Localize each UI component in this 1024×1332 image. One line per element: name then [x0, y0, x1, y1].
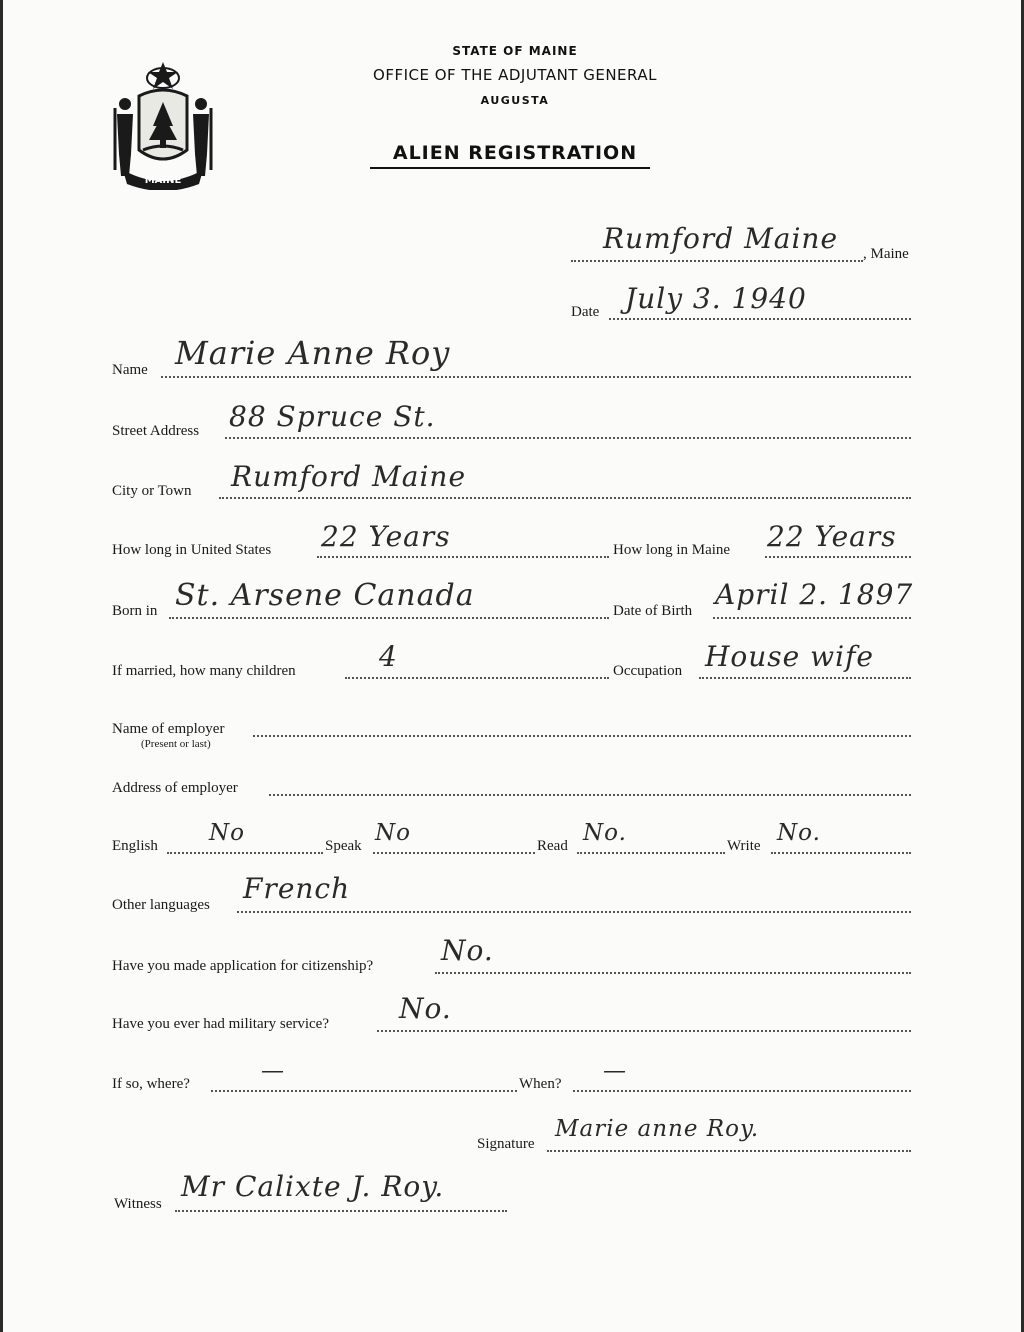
- state-heading: STATE OF MAINE: [452, 44, 578, 58]
- signature-line: [547, 1150, 911, 1152]
- read-label: Read: [537, 838, 568, 854]
- maine-years-entry: 22 Years: [767, 520, 897, 553]
- dob-entry: April 2. 1897: [715, 578, 914, 611]
- speak-entry: No: [375, 820, 411, 846]
- when-line: [573, 1090, 911, 1092]
- occupation-entry: House wife: [705, 640, 875, 673]
- speak-line: [373, 852, 535, 854]
- city-entry: Rumford Maine: [231, 460, 467, 493]
- name-entry: Marie Anne Roy: [175, 334, 451, 372]
- us-years-entry: 22 Years: [321, 520, 451, 553]
- city-label: City or Town: [112, 483, 192, 499]
- other-languages-entry: French: [243, 872, 351, 905]
- title-underline: [370, 167, 650, 169]
- employer-sublabel: (Present or last): [141, 738, 211, 750]
- english-line: [167, 852, 323, 854]
- other-languages-line: [237, 911, 911, 913]
- street-entry: 88 Spruce St.: [229, 400, 436, 433]
- form-title: ALIEN REGISTRATION: [392, 142, 638, 164]
- where-entry: —: [261, 1058, 285, 1084]
- military-line: [377, 1030, 911, 1032]
- street-line: [225, 437, 911, 439]
- place-entry: Rumford Maine: [603, 222, 839, 255]
- employer-line: [253, 735, 911, 737]
- signature-label: Signature: [477, 1136, 535, 1152]
- read-line: [577, 852, 725, 854]
- employer-address-line: [269, 794, 911, 796]
- city-line: [219, 497, 911, 499]
- dob-label: Date of Birth: [613, 603, 693, 619]
- children-line: [345, 677, 609, 679]
- office-heading: OFFICE OF THE ADJUTANT GENERAL: [373, 66, 657, 84]
- name-line: [161, 376, 911, 378]
- english-entry: No: [209, 820, 245, 846]
- military-entry: No.: [399, 992, 452, 1025]
- write-entry: No.: [777, 820, 821, 846]
- children-label: If married, how many children: [112, 663, 296, 679]
- write-line: [771, 852, 911, 854]
- citizenship-entry: No.: [441, 934, 494, 967]
- write-label: Write: [727, 838, 761, 854]
- date-label: Date: [571, 304, 600, 320]
- name-label: Name: [112, 362, 148, 378]
- employer-label: Name of employer: [112, 721, 225, 737]
- occupation-line: [699, 677, 911, 679]
- employer-address-label: Address of employer: [112, 780, 238, 796]
- citizenship-label: Have you made application for citizenship?: [112, 958, 374, 974]
- svg-text:MAINE: MAINE: [144, 175, 182, 186]
- when-entry: —: [603, 1058, 627, 1084]
- maine-years-label: How long in Maine: [613, 542, 731, 558]
- born-in-label: Born in: [112, 603, 158, 619]
- signature-entry: Marie anne Roy.: [555, 1116, 760, 1142]
- witness-label: Witness: [114, 1196, 162, 1212]
- where-label: If so, where?: [112, 1076, 190, 1092]
- citizenship-line: [435, 972, 911, 974]
- children-entry: 4: [379, 640, 398, 673]
- us-years-line: [317, 556, 609, 558]
- military-label: Have you ever had military service?: [112, 1016, 329, 1032]
- street-label: Street Address: [112, 423, 200, 439]
- witness-line: [175, 1210, 507, 1212]
- place-suffix-label: , Maine: [863, 246, 909, 262]
- read-entry: No.: [583, 820, 627, 846]
- witness-entry: Mr Calixte J. Roy.: [181, 1170, 445, 1203]
- city-heading: AUGUSTA: [480, 94, 550, 107]
- where-line: [211, 1090, 517, 1092]
- other-languages-label: Other languages: [112, 897, 210, 913]
- born-in-line: [169, 617, 609, 619]
- maine-years-line: [765, 556, 911, 558]
- date-line: [609, 318, 911, 320]
- english-label: English: [112, 838, 158, 854]
- born-in-entry: St. Arsene Canada: [175, 578, 475, 613]
- date-entry: July 3. 1940: [625, 282, 807, 315]
- when-label: When?: [519, 1076, 562, 1092]
- occupation-label: Occupation: [613, 663, 683, 679]
- speak-label: Speak: [325, 838, 362, 854]
- dob-line: [713, 617, 911, 619]
- us-years-label: How long in United States: [112, 542, 272, 558]
- place-line: [571, 260, 863, 262]
